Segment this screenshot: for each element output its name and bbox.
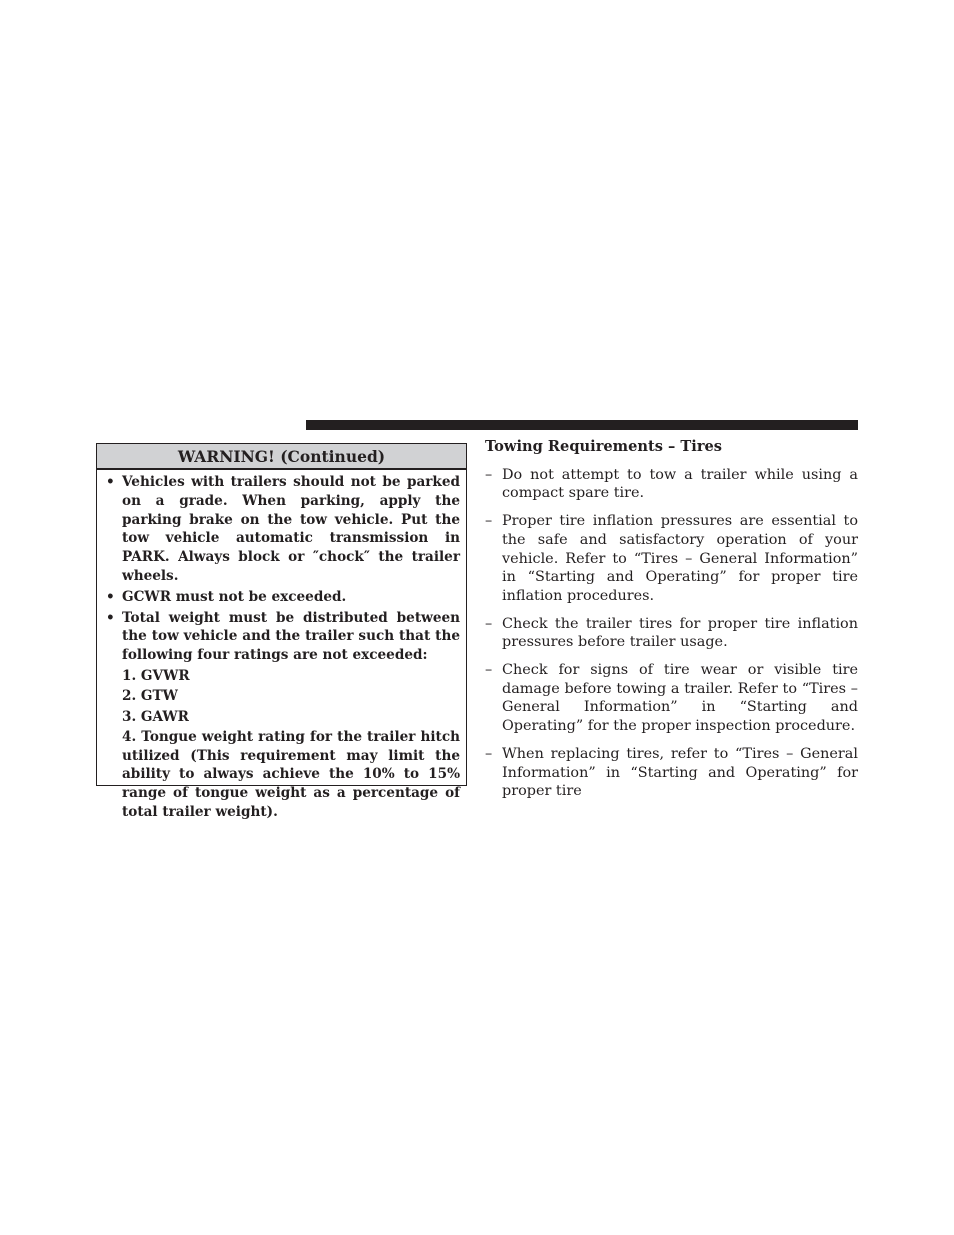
rating-gawr: 3. GAWR bbox=[122, 708, 189, 725]
dash-icon: – bbox=[485, 466, 493, 483]
bullet-icon: • bbox=[106, 588, 115, 605]
tire-item-compact-spare bbox=[485, 466, 858, 503]
rating-gvwr: 1. GVWR bbox=[122, 667, 190, 684]
tire-item-check-trailer-tires bbox=[485, 615, 858, 652]
warning-item-text: Vehicles with trailers should not be parked on a grade. When parking, apply the parking brake on the tow vehicle. Put the tow vehicle automatic transmission in PARK. Always block or ″chock″ the trailer wheels. bbox=[122, 474, 460, 584]
warning-item-gcwr bbox=[106, 588, 460, 607]
tire-item-inflation-pressure bbox=[485, 512, 858, 606]
section-heading: Towing Requirements – Tires bbox=[485, 438, 723, 455]
rating-gtw: 2. GTW bbox=[122, 688, 178, 705]
tire-item-wear-damage bbox=[485, 661, 858, 736]
warning-item-parking bbox=[106, 473, 460, 586]
bullet-icon: • bbox=[106, 609, 115, 626]
warning-item-text: GCWR must not be exceeded. bbox=[122, 588, 347, 605]
tires-section bbox=[485, 438, 858, 810]
warning-item-weight-distribution bbox=[106, 609, 460, 665]
tire-item-text: When replacing tires, refer to “Tires – General Information” in “Starting and Operating” for proper tire bbox=[502, 745, 858, 800]
tire-item-replacing-tires bbox=[485, 745, 858, 801]
dash-icon: – bbox=[485, 615, 493, 632]
header-rule-bar bbox=[306, 420, 858, 430]
tire-item-text: Check for signs of tire wear or visible tire damage before towing a trailer. Refer to “Tires – General Information” in “Starting and Operating” for the proper inspection procedure. bbox=[502, 662, 858, 735]
warning-body bbox=[97, 470, 466, 822]
bullet-icon: • bbox=[106, 474, 115, 490]
warning-item-text: Total weight must be distributed between the tow vehicle and the trailer such that the following four ratings are not exceeded: bbox=[122, 609, 460, 664]
tire-item-text: Check the trailer tires for proper tire inflation pressures before trailer usage. bbox=[502, 615, 858, 651]
tire-item-text: Proper tire inflation pressures are essential to the safe and satisfactory operation of your vehicle. Refer to “Tires – General Information” in “Starting and Operating” for proper tire inflation procedures. bbox=[502, 513, 858, 604]
warning-header: WARNING! (Continued) bbox=[97, 444, 466, 470]
warning-box bbox=[96, 443, 467, 821]
dash-icon: – bbox=[485, 513, 493, 530]
rating-tongue-weight: 4. Tongue weight rating for the trailer hitch utilized (This requirement may limit the ability to always achieve the 10% to 15% range of tongue weight as a percentage of total trailer weight). bbox=[122, 728, 460, 821]
tire-item-text: Do not attempt to tow a trailer while using a compact spare tire. bbox=[502, 466, 858, 502]
dash-icon: – bbox=[485, 662, 493, 679]
dash-icon: – bbox=[485, 745, 493, 762]
